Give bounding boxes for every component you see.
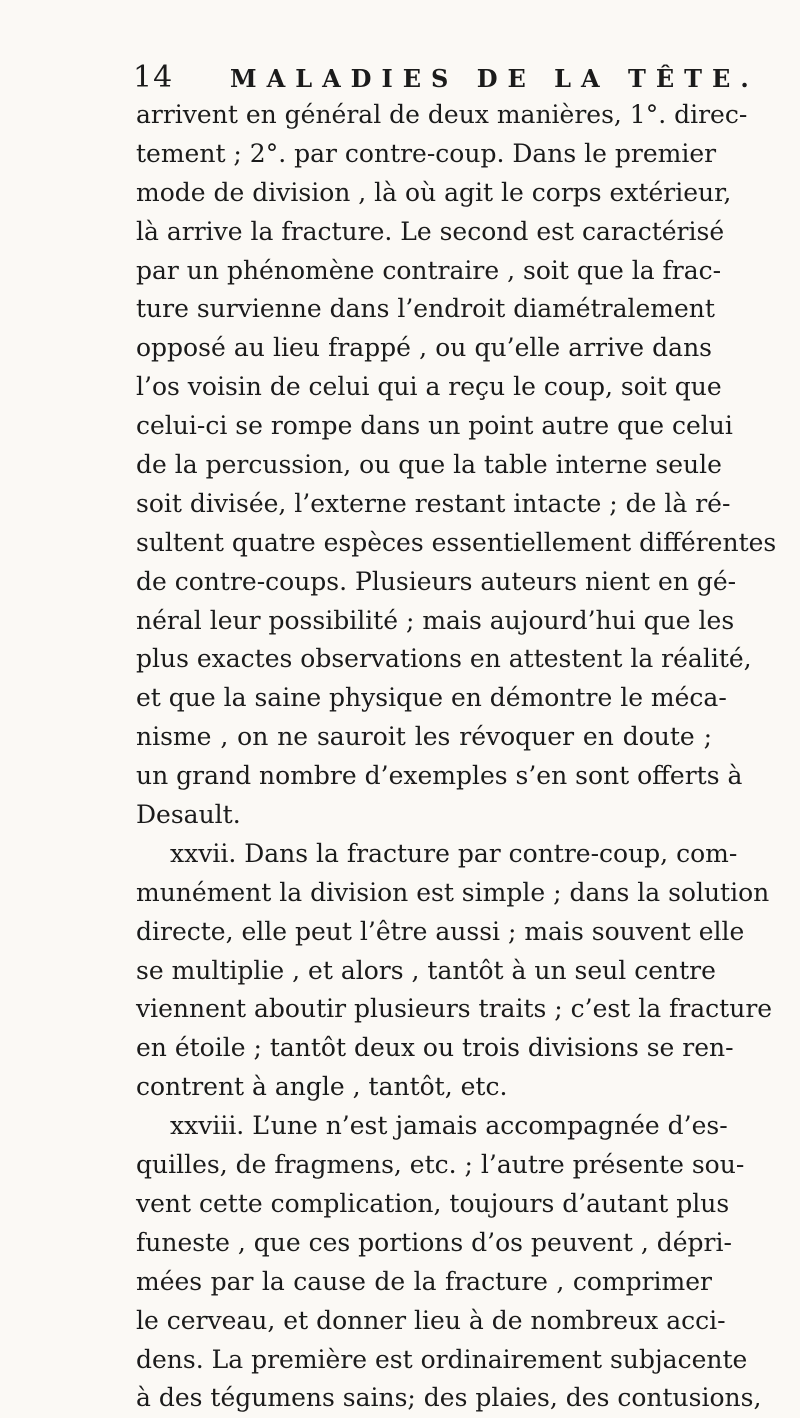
text-line: contrent à angle , tantôt, etc. (136, 1072, 508, 1102)
running-title: MALADIES DE LA TÊTE. (230, 64, 759, 93)
text-line: se multiplie , et alors , tantôt à un seul centre (136, 955, 716, 985)
text-line: le cerveau, et donner lieu à de nombreux acci- (136, 1305, 726, 1335)
body-text (136, 96, 777, 1418)
text-line: et que la saine physique en démontre le méca- (136, 683, 727, 713)
text-line: ture survienne dans l’endroit diamétralement (136, 294, 715, 324)
text-line: l’os voisin de celui qui a reçu le coup, soit que (136, 372, 722, 402)
text-line: à des tégumens sains; des plaies, des contusions, (136, 1383, 762, 1413)
text-line: mode de division , là où agit le corps extérieur, (136, 177, 732, 207)
text-line: là arrive la fracture. Le second est caractérisé (136, 216, 725, 246)
text-line: vent cette complication, toujours d’autant plus (136, 1188, 730, 1218)
text-line: directe, elle peut l’être aussi ; mais souvent elle (136, 916, 745, 946)
running-head (133, 58, 759, 98)
text-line: un grand nombre d’exemples s’en sont offerts à (136, 761, 743, 791)
text-line: Desault. (136, 800, 241, 830)
text-line: de contre-coups. Plusieurs auteurs nient en gé- (136, 566, 737, 596)
text-line: celui-ci se rompe dans un point autre que celui (136, 411, 733, 441)
text-line: en étoile ; tantôt deux ou trois divisions se ren- (136, 1033, 734, 1063)
text-line: par un phénomène contraire , soit que la frac- (136, 255, 722, 285)
page-number: 14 (133, 60, 174, 95)
text-line: tement ; 2°. par contre-coup. Dans le premier (136, 138, 717, 168)
text-line: opposé au lieu frappé , ou qu’elle arrive dans (136, 333, 712, 363)
text-line: sultent quatre espèces essentiellement différentes (136, 527, 777, 557)
text-line: funeste , que ces portions d’os peuvent , dépri- (136, 1227, 732, 1257)
paragraph-start-line: xxviii. L’une n’est jamais accompagnée d’es- (170, 1111, 728, 1141)
text-line: nisme , on ne sauroit les révoquer en doute ; (136, 722, 712, 752)
text-line: néral leur possibilité ; mais aujourd’hui que les (136, 605, 735, 635)
text-line: munément la division est simple ; dans la solution (136, 877, 770, 907)
text-line: viennent aboutir plusieurs traits ; c’est la fracture (136, 994, 773, 1024)
paragraph-start-line: xxvii. Dans la fracture par contre-coup, com- (170, 838, 738, 868)
text-line: quilles, de fragmens, etc. ; l’autre présente sou- (136, 1150, 745, 1180)
text-line: mées par la cause de la fracture , comprimer (136, 1266, 712, 1296)
text-line: arrivent en général de deux manières, 1°. direc- (136, 100, 748, 129)
text-line: de la percussion, ou que la table interne seule (136, 450, 722, 480)
text-line: plus exactes observations en attestent la réalité, (136, 644, 752, 674)
text-line: soit divisée, l’externe restant intacte ; de là ré- (136, 488, 731, 518)
text-line: dens. La première est ordinairement subjacente (136, 1344, 748, 1374)
